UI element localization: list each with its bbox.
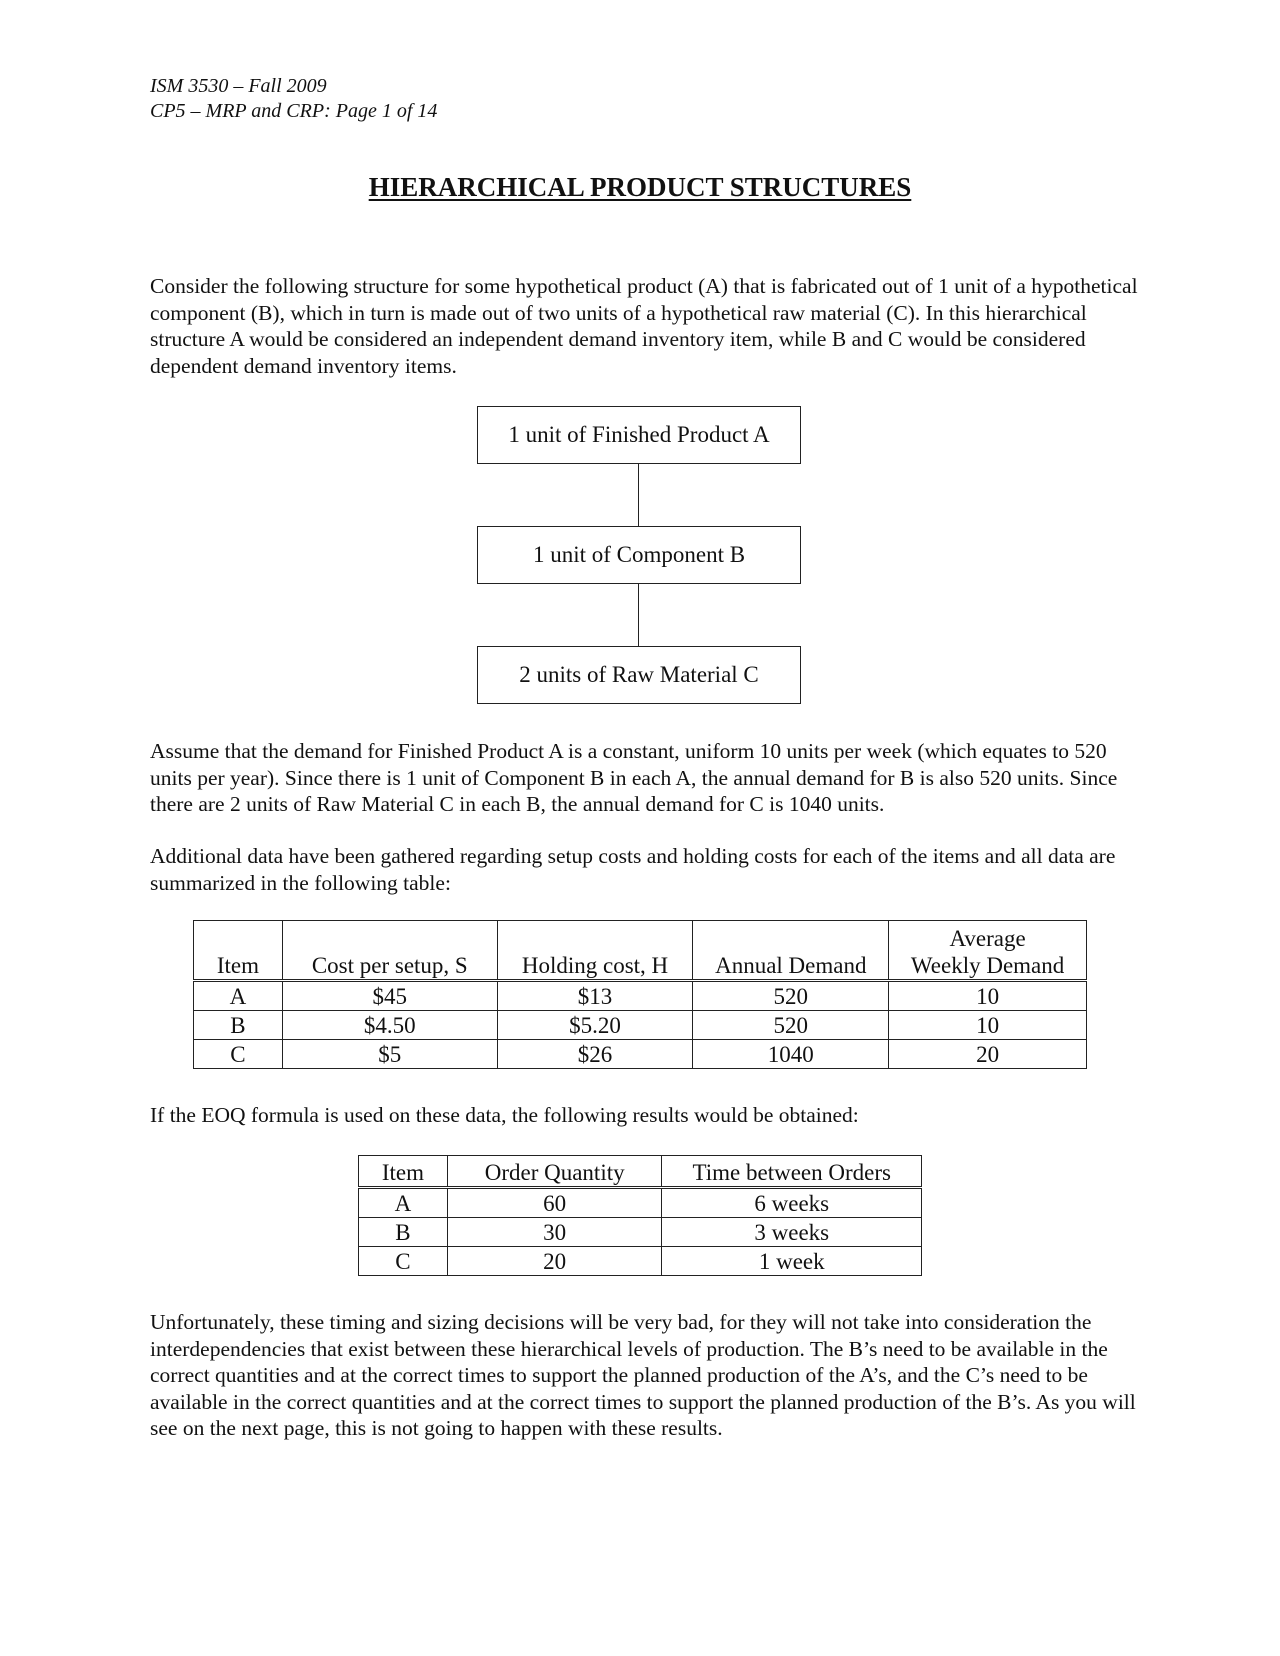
table-cell: $4.50 (282, 1011, 497, 1040)
conclusion-paragraph: Unfortunately, these timing and sizing decisions will be very bad, for they will not take into consideration the interdependencies that exist between these hierarchical levels of production. The B’s need to be available in the correct quantities and at the correct times to support the planned production of the A’s, and the C’s need to be available in the correct quantities and at the correct times to support the planned production of the B’s. As you will see on the next page, this is not going to happen with these results. (150, 1310, 1136, 1440)
page-title: HIERARCHICAL PRODUCT STRUCTURES (368, 172, 912, 202)
header-holding-cost: Holding cost, H (497, 921, 693, 981)
header-annual-demand: Annual Demand (693, 921, 889, 981)
document-header (150, 74, 437, 124)
component-b-box: 1 unit of Component B (477, 526, 801, 584)
connector-a-b (638, 464, 639, 526)
table-cell: 520 (693, 1011, 889, 1040)
intro-paragraph: Consider the following structure for some hypothetical product (A) that is fabricated out of 1 unit of a hypothetical component (B), which in turn is made out of two units of a hypothetical raw material (C). In this hierarchical structure A would be considered an independent demand inventory item, while B and C would be considered dependent demand inventory items. (150, 274, 1138, 378)
header-weekly-line1: Average (949, 926, 1026, 951)
table-cell: 6 weeks (662, 1188, 922, 1218)
table-cell: A (359, 1188, 448, 1218)
table-cell: $26 (497, 1040, 693, 1069)
cost-table (193, 920, 1087, 1069)
header-weekly-demand (889, 921, 1087, 981)
table-row (359, 1188, 922, 1218)
demand-paragraph: Assume that the demand for Finished Product A is a constant, uniform 10 units per week (which equates to 520 units per year). Since there is 1 unit of Component B in each A, the annual demand for B is also 520 units. Since there are 2 units of Raw Material C in each B, the annual demand for C is 1040 units. (150, 739, 1118, 816)
table-row (194, 981, 1087, 1011)
header-item: Item (359, 1156, 448, 1188)
header-setup-cost: Cost per setup, S (282, 921, 497, 981)
table-header-row (194, 921, 1087, 981)
table-cell: 30 (447, 1218, 662, 1247)
table-row (194, 1040, 1087, 1069)
table-cell: $45 (282, 981, 497, 1011)
table-row (359, 1218, 922, 1247)
raw-material-c-box: 2 units of Raw Material C (477, 646, 801, 704)
connector-b-c (638, 584, 639, 646)
table-cell: 20 (889, 1040, 1087, 1069)
table-cell: $5.20 (497, 1011, 693, 1040)
table-cell: 10 (889, 1011, 1087, 1040)
table-cell: 3 weeks (662, 1218, 922, 1247)
table-cell: B (359, 1218, 448, 1247)
table-cell: 60 (447, 1188, 662, 1218)
table-header-row (359, 1156, 922, 1188)
table-cell: C (194, 1040, 283, 1069)
table-cell: $13 (497, 981, 693, 1011)
header-item: Item (194, 921, 283, 981)
eoq-paragraph: If the EOQ formula is used on these data, the following results would be obtained: (150, 1103, 859, 1127)
table-cell: $5 (282, 1040, 497, 1069)
additional-data-paragraph: Additional data have been gathered regarding setup costs and holding costs for each of the items and all data are summarized in the following table: (150, 844, 1116, 895)
table-cell: 20 (447, 1247, 662, 1276)
header-order-quantity: Order Quantity (447, 1156, 662, 1188)
table-cell: C (359, 1247, 448, 1276)
course-label: ISM 3530 – Fall 2009 (150, 75, 327, 97)
table-cell: 520 (693, 981, 889, 1011)
table-cell: 1040 (693, 1040, 889, 1069)
header-time-between-orders: Time between Orders (662, 1156, 922, 1188)
table-cell: 10 (889, 981, 1087, 1011)
eoq-table (358, 1155, 922, 1276)
table-row (359, 1247, 922, 1276)
table-cell: 1 week (662, 1247, 922, 1276)
table-cell: B (194, 1011, 283, 1040)
table-row (194, 1011, 1087, 1040)
page-reference: CP5 – MRP and CRP: Page 1 of 14 (150, 100, 438, 122)
table-cell: A (194, 981, 283, 1011)
header-weekly-line2: Weekly Demand (910, 953, 1065, 978)
product-a-box: 1 unit of Finished Product A (477, 406, 801, 464)
